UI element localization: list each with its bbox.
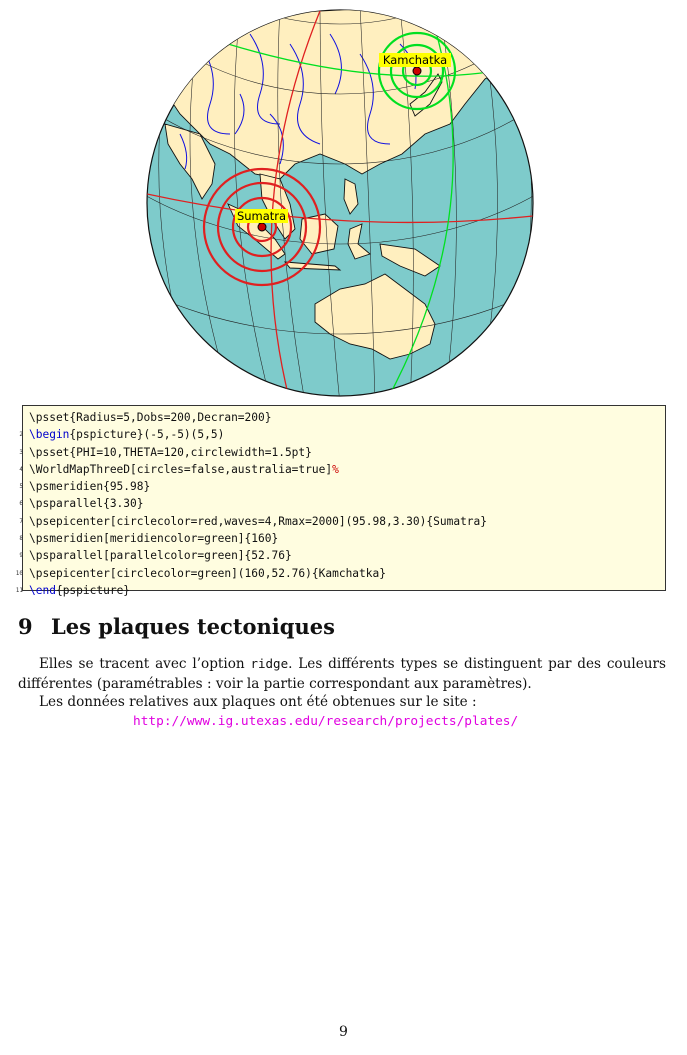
line-number: 6	[19, 500, 23, 508]
line-number: 9	[19, 552, 23, 560]
code-line	[19, 547, 665, 564]
code-line	[19, 478, 665, 495]
sumatra-epicenter-dot	[258, 223, 266, 231]
paragraph-text: . Les différents types se distinguent par des couleurs différentes (paramétrables : voir la partie correspondant aux paramètres).	[18, 656, 666, 692]
code-token: \psset{PHI=10,THETA=120,circlewidth=1.5pt}	[29, 445, 312, 459]
line-number: 7	[19, 517, 23, 525]
section-heading	[18, 614, 335, 639]
code-line	[15, 565, 665, 582]
code-line	[19, 530, 665, 547]
paragraph-data-source: Les données relatives aux plaques ont été obtenues sur le site :	[39, 694, 477, 710]
paragraph-ridge-option	[18, 654, 666, 694]
code-line	[19, 495, 665, 512]
line-number: 10	[15, 569, 23, 577]
code-line	[19, 426, 665, 443]
code-token: \psparallel[parallelcolor=green]{52.76}	[29, 549, 292, 563]
code-line	[19, 513, 665, 530]
code-listing	[15, 405, 666, 597]
line-number: 2	[19, 431, 23, 439]
code-line	[19, 461, 665, 478]
section-title: Les plaques tectoniques	[51, 614, 335, 639]
code-token: \psmeridien{95.98}	[29, 480, 151, 494]
code-token: \psepicenter[circlecolor=red,waves=4,Rmax=2000](95.98,3.30){Sumatra}	[29, 514, 488, 528]
code-line	[19, 444, 665, 461]
kamchatka-epicenter-dot	[413, 67, 421, 75]
code-token: \WorldMapThreeD[circles=false,australia=true]	[29, 462, 333, 476]
globe-figure	[140, 4, 540, 404]
line-number: 3	[19, 448, 23, 456]
code-line	[29, 409, 665, 426]
line-number: 4	[19, 465, 23, 473]
page-number: 9	[339, 1024, 348, 1040]
sumatra-label: Sumatra	[236, 209, 287, 223]
line-number: 5	[19, 483, 23, 491]
paragraph-text: Elles se tracent avec l’option	[39, 656, 251, 672]
line-number: 8	[19, 535, 23, 543]
code-token: {pspicture}	[55, 583, 131, 597]
code-token: \begin	[29, 428, 70, 442]
code-token: \psepicenter[circlecolor=green](160,52.76){Kamchatka}	[29, 566, 386, 580]
plates-url-link[interactable]: http://www.ig.utexas.edu/research/projects/plates/	[133, 714, 519, 729]
code-token: \psmeridien[meridiencolor=green]{160}	[29, 532, 279, 546]
section-number: 9	[18, 614, 33, 639]
option-name: ridge	[250, 656, 289, 671]
code-token: %	[332, 462, 339, 476]
kamchatka-label: Kamchatka	[382, 53, 448, 67]
code-token: \psset{Radius=5,Dobs=200,Decran=200}	[29, 411, 272, 424]
code-token: {pspicture}(-5,-5)(5,5)	[69, 428, 225, 442]
code-token: \end	[29, 583, 56, 597]
code-token: \psparallel{3.30}	[29, 497, 144, 511]
code-line	[15, 582, 665, 599]
line-number: 11	[15, 586, 23, 594]
